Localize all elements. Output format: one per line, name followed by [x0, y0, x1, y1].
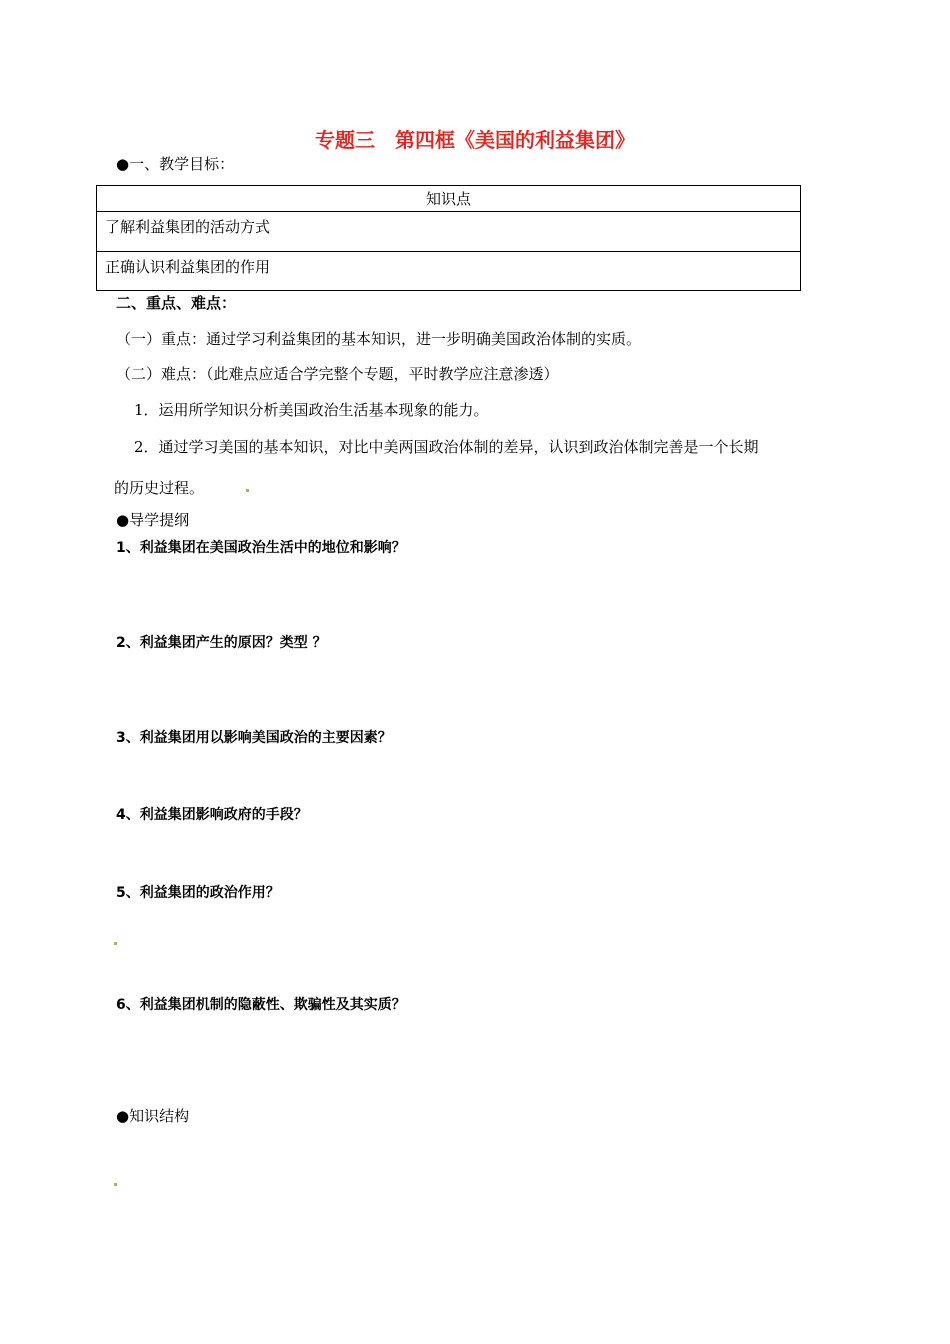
stray-mark	[114, 1183, 117, 1186]
stray-mark	[246, 489, 249, 492]
section-objectives-heading: ●一、教学目标：	[116, 155, 235, 173]
question-3: 3、利益集团用以影响美国政治的主要因素？	[116, 730, 392, 746]
difficult-point-text: （二）难点：（此难点应适合学完整个专题，平时教学应注意渗透）	[116, 365, 559, 383]
objectives-table	[96, 185, 801, 291]
table-row: 正确认识利益集团的作用	[97, 252, 801, 291]
section-guide-heading: ●导学提纲	[116, 511, 190, 529]
difficult-item-2: 2．通过学习美国的基本知识，对比中美两国政治体制的差异，认识到政治体制完善是一个长期	[134, 438, 759, 456]
section-key-points-heading: 二、重点、难点：	[116, 294, 237, 312]
table-row: 了解利益集团的活动方式	[97, 212, 801, 252]
key-point-text: （一）重点：通过学习利益集团的基本知识，进一步明确美国政治体制的实质。	[116, 330, 642, 348]
difficult-item-1: 1．运用所学知识分析美国政治生活基本现象的能力。	[134, 401, 489, 419]
stray-mark	[114, 942, 117, 945]
question-4: 4、利益集团影响政府的手段？	[116, 807, 308, 823]
page-title: 专题三 第四框《美国的利益集团》	[315, 128, 635, 152]
table-header: 知识点	[97, 186, 801, 212]
question-5: 5、利益集团的政治作用？	[116, 885, 280, 901]
question-1: 1、利益集团在美国政治生活中的地位和影响？	[116, 540, 406, 556]
question-2: 2、利益集团产生的原因？类型 ？	[116, 635, 327, 651]
difficult-item-2-continued: 的历史过程。	[114, 479, 205, 497]
section-structure-heading: ●知识结构	[116, 1107, 190, 1125]
question-6: 6、利益集团机制的隐蔽性、欺骗性及其实质？	[116, 997, 406, 1013]
